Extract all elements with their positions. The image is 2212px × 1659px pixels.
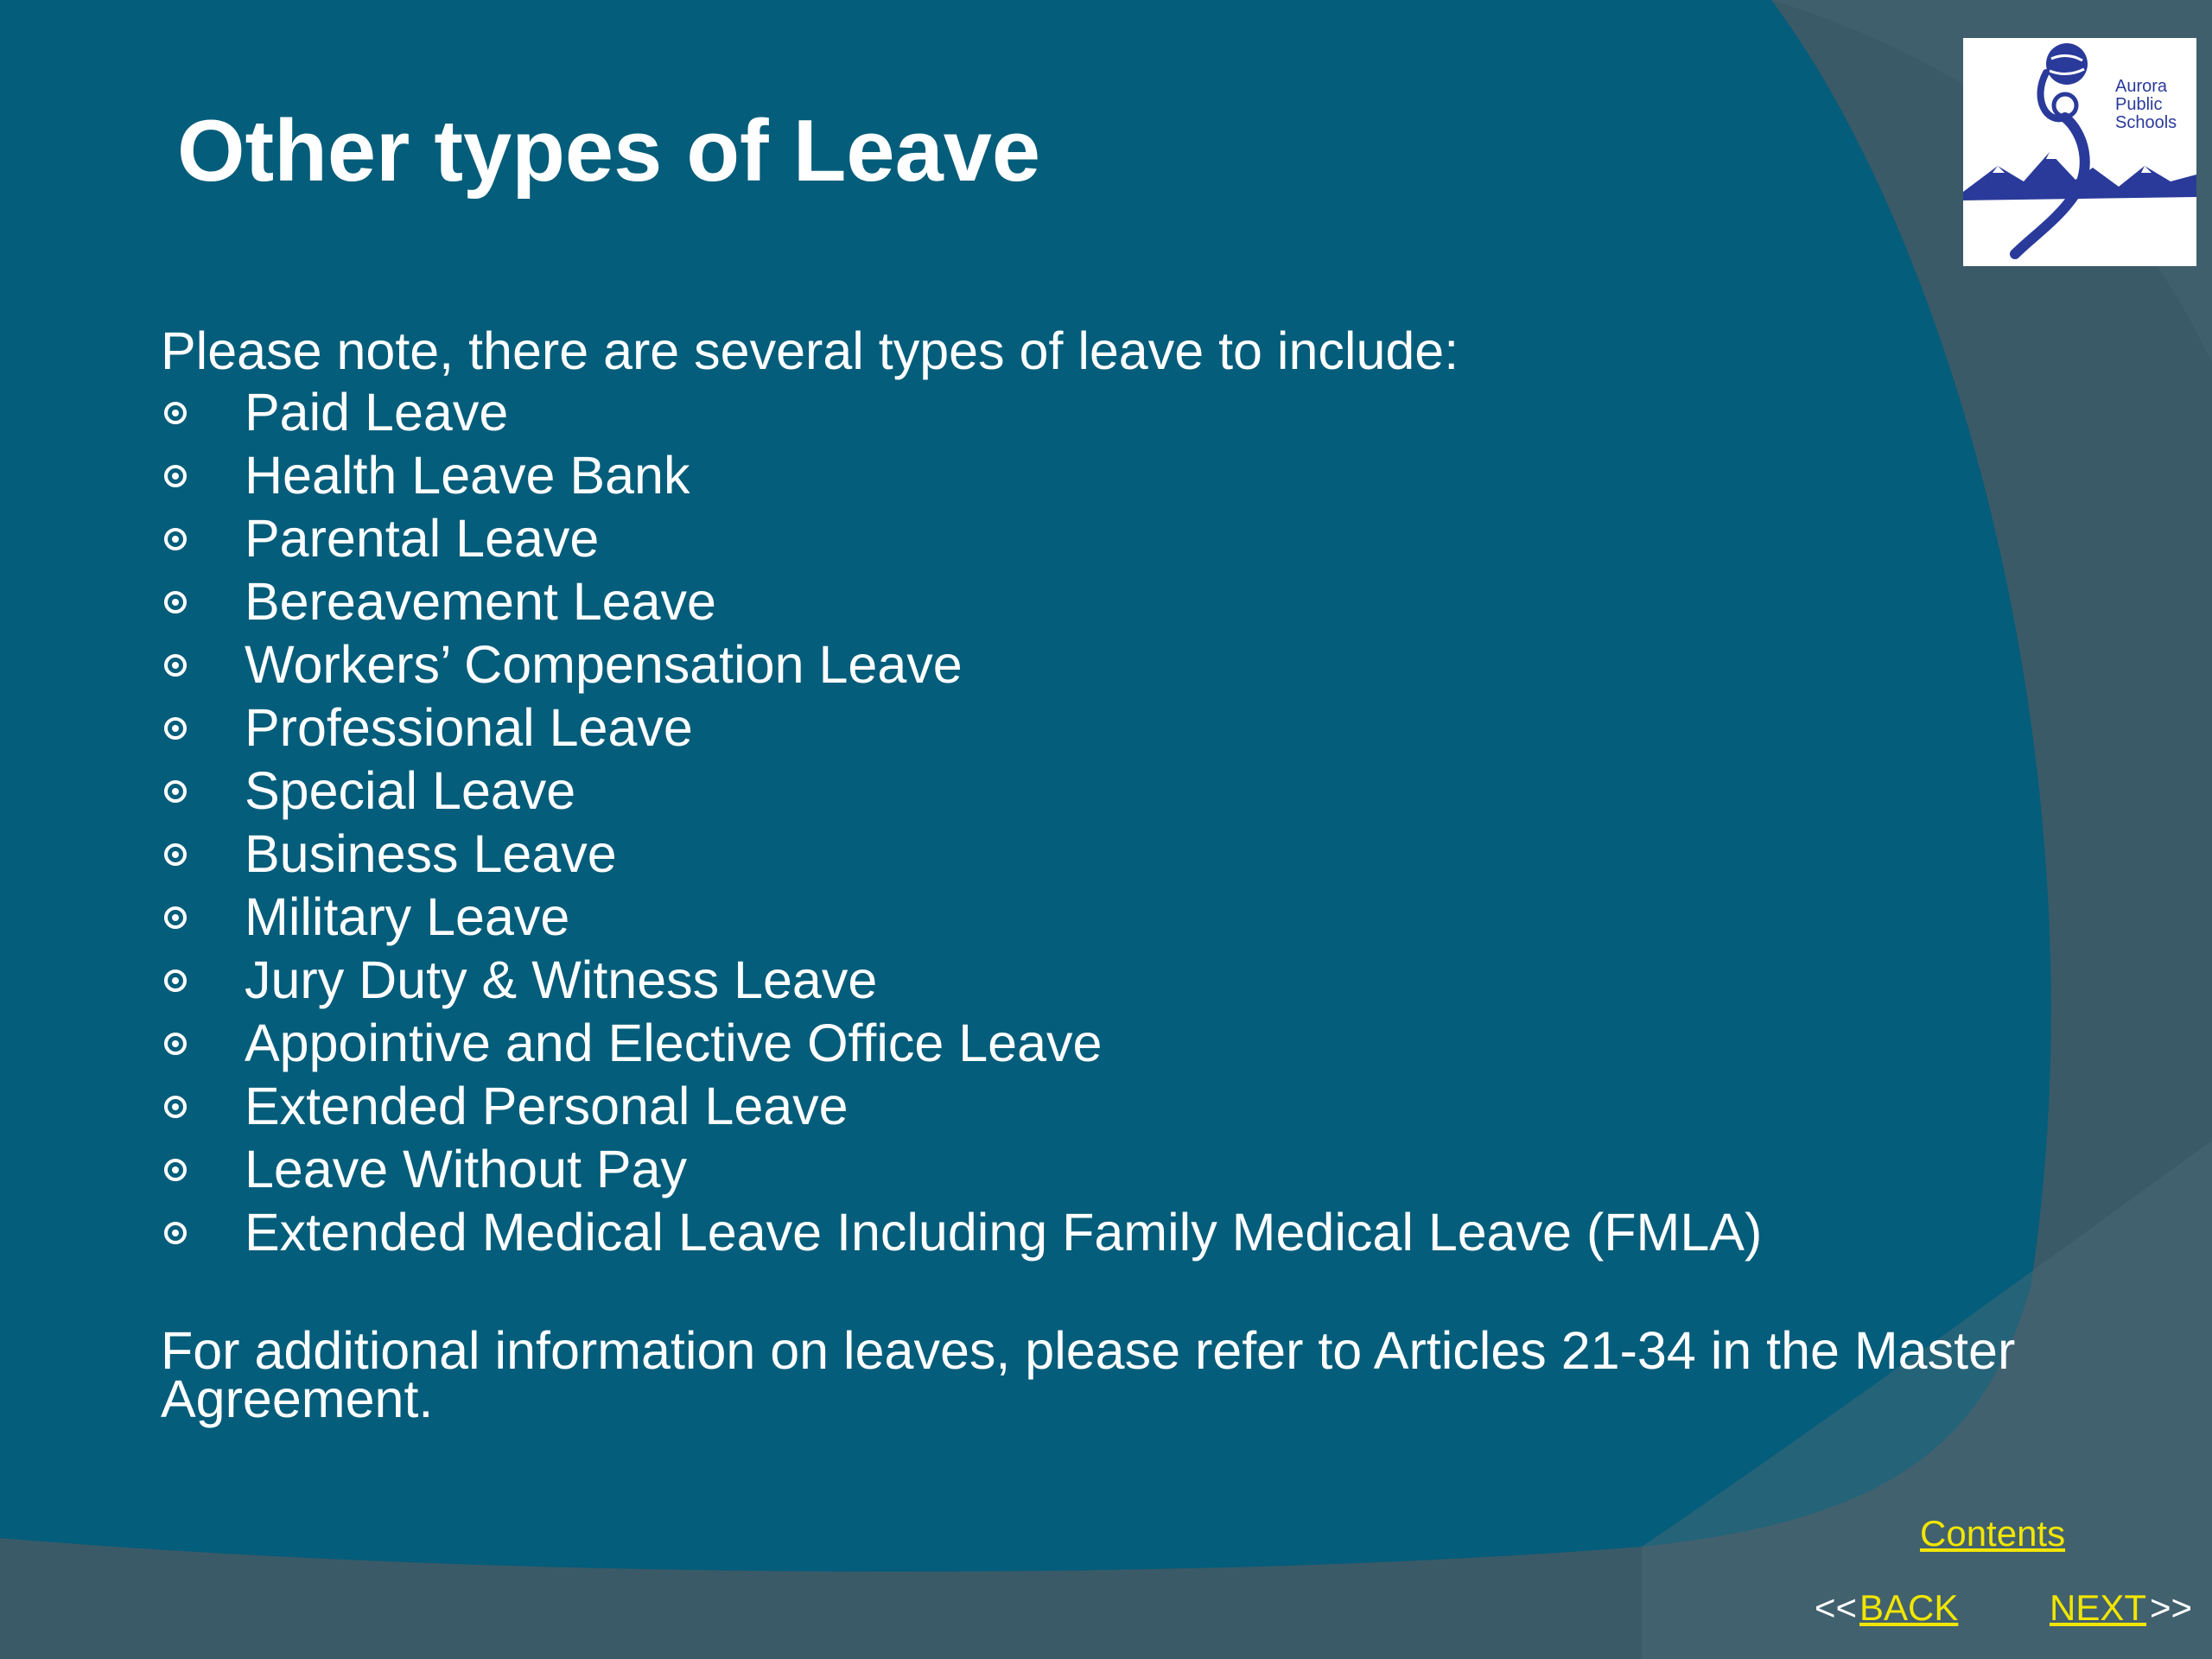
list-item-label: Professional Leave xyxy=(245,698,693,757)
back-link[interactable]: BACK xyxy=(1859,1587,1959,1628)
list-item-label: Parental Leave xyxy=(245,509,600,568)
list-item-label: Bereavement Leave xyxy=(245,572,716,631)
list-item-label: Extended Medical Leave Including Family Medical Leave (FMLA) xyxy=(245,1203,1763,1262)
target-bullet-icon xyxy=(164,843,187,866)
list-item-label: Military Leave xyxy=(245,887,570,946)
target-bullet-icon xyxy=(164,1096,187,1118)
aurora-public-schools-logo xyxy=(1963,38,2196,266)
next-arrow-suffix: >> xyxy=(2150,1587,2193,1628)
list-item xyxy=(161,1075,1762,1138)
list-item-label: Extended Personal Leave xyxy=(245,1077,849,1135)
target-bullet-icon xyxy=(164,1222,187,1244)
logo-text-line3: Schools xyxy=(2115,113,2177,132)
target-bullet-icon xyxy=(164,402,187,424)
slide-title: Other types of Leave xyxy=(177,103,1041,200)
list-item xyxy=(161,1201,1762,1264)
target-bullet-icon xyxy=(164,906,187,929)
target-bullet-icon xyxy=(164,780,187,803)
target-bullet-icon xyxy=(164,1159,187,1181)
list-item-label: Jury Duty & Witness Leave xyxy=(245,950,878,1009)
list-item-label: Special Leave xyxy=(245,761,576,820)
contents-link[interactable]: Contents xyxy=(1920,1513,2066,1554)
logo-graphic xyxy=(1963,38,2196,266)
target-bullet-icon xyxy=(164,1033,187,1055)
list-item-label: Health Leave Bank xyxy=(245,446,690,505)
list-item xyxy=(161,1012,1762,1075)
back-arrow-prefix: << xyxy=(1815,1587,1858,1628)
target-bullet-icon xyxy=(164,528,187,550)
logo-text-line1: Aurora xyxy=(2115,77,2168,96)
list-item-label: Paid Leave xyxy=(245,383,509,442)
list-item xyxy=(161,760,1762,823)
list-item-label: Leave Without Pay xyxy=(245,1140,688,1198)
list-item xyxy=(161,444,1762,507)
logo-text-line2: Public xyxy=(2115,95,2163,114)
list-item xyxy=(161,823,1762,886)
next-link[interactable]: NEXT xyxy=(2050,1587,2147,1628)
list-item xyxy=(161,886,1762,949)
list-item xyxy=(161,570,1762,633)
leave-types-list xyxy=(161,381,1762,1264)
target-bullet-icon xyxy=(164,465,187,487)
target-bullet-icon xyxy=(164,969,187,992)
list-item xyxy=(161,381,1762,444)
list-item xyxy=(161,633,1762,696)
list-item xyxy=(161,1138,1762,1201)
list-item-label: Workers’ Compensation Leave xyxy=(245,635,963,694)
list-item xyxy=(161,696,1762,760)
target-bullet-icon xyxy=(164,591,187,613)
logo-wordmark xyxy=(2115,78,2177,132)
target-bullet-icon xyxy=(164,717,187,740)
list-item xyxy=(161,507,1762,570)
additional-info-note: For additional information on leaves, please refer to Articles 21-34 in the Master Agreement. xyxy=(161,1321,2016,1428)
list-item-label: Business Leave xyxy=(245,824,617,883)
target-bullet-icon xyxy=(164,654,187,677)
list-item xyxy=(161,949,1762,1012)
intro-text: Please note, there are several types of leave to include: xyxy=(161,321,1459,380)
list-item-label: Appointive and Elective Office Leave xyxy=(245,1014,1103,1072)
